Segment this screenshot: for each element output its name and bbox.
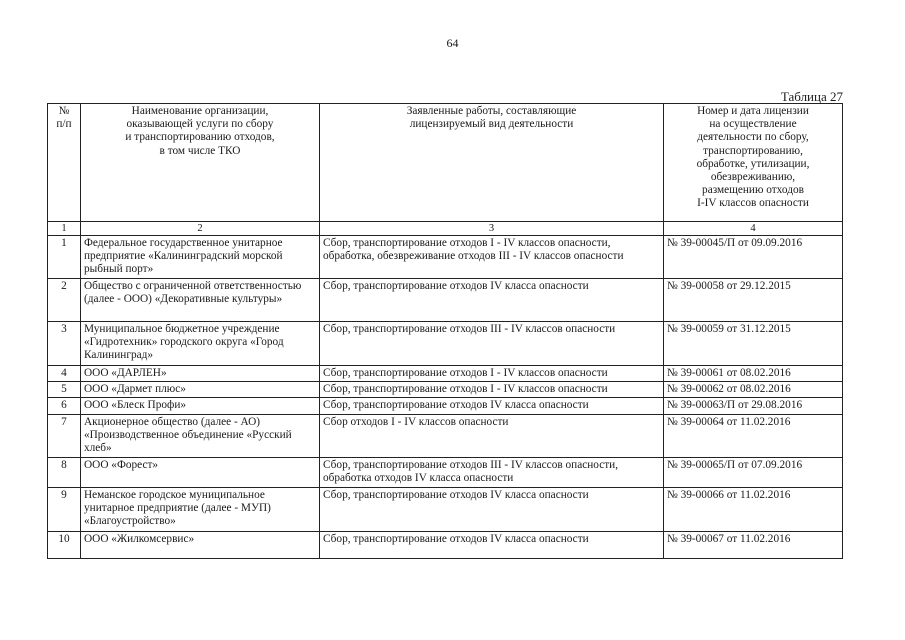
works-cell: Сбор, транспортирование отходов I - IV классов опасности: [320, 366, 664, 382]
table-row: [48, 457, 843, 487]
column-number-row: [48, 222, 843, 236]
works-cell: Сбор, транспортирование отходов IV класса опасности: [320, 487, 664, 531]
row-number: 8: [48, 457, 81, 487]
license-cell: № 39-00067 от 11.02.2016: [664, 531, 843, 558]
organization-cell: ООО «Дармет плюс»: [81, 382, 320, 398]
organization-cell: Федеральное государственное унитарное предприятие «Калининградский морской рыбный порт»: [81, 236, 320, 279]
table-row: [48, 366, 843, 382]
row-number: 4: [48, 366, 81, 382]
license-cell: № 39-00066 от 11.02.2016: [664, 487, 843, 531]
header-organization: Наименование организации, оказывающей услуги по сбору и транспортированию отходов, в том числе ТКО: [81, 104, 320, 222]
works-cell: Сбор отходов I - IV классов опасности: [320, 414, 664, 457]
works-cell: Сбор, транспортирование отходов IV класса опасности: [320, 531, 664, 558]
table-row: [48, 322, 843, 366]
header-number: № п/п: [48, 104, 81, 222]
organization-cell: Акционерное общество (далее - АО) «Производственное объединение «Русский хлеб»: [81, 414, 320, 457]
license-cell: № 39-00064 от 11.02.2016: [664, 414, 843, 457]
table-caption: Таблица 27: [780, 89, 843, 104]
table-row: [48, 398, 843, 414]
table-row: [48, 279, 843, 322]
license-cell: № 39-00061 от 08.02.2016: [664, 366, 843, 382]
row-number: 5: [48, 382, 81, 398]
organization-cell: ООО «Жилкомсервис»: [81, 531, 320, 558]
license-cell: № 39-00065/П от 07.09.2016: [664, 457, 843, 487]
organization-cell: ООО «ДАРЛЕН»: [81, 366, 320, 382]
licenses-table: [47, 103, 843, 559]
license-cell: № 39-00058 от 29.12.2015: [664, 279, 843, 322]
table-row: [48, 414, 843, 457]
table-row: [48, 236, 843, 279]
license-cell: № 39-00045/П от 09.09.2016: [664, 236, 843, 279]
works-cell: Сбор, транспортирование отходов I - IV классов опасности, обработка, обезвреживание отходов III - IV классов опасности: [320, 236, 664, 279]
table-row: [48, 382, 843, 398]
organization-cell: ООО «Форест»: [81, 457, 320, 487]
organization-cell: Муниципальное бюджетное учреждение «Гидротехник» городского округа «Город Калининград»: [81, 322, 320, 366]
row-number: 6: [48, 398, 81, 414]
works-cell: Сбор, транспортирование отходов III - IV классов опасности, обработка отходов IV класса опасности: [320, 457, 664, 487]
license-cell: № 39-00059 от 31.12.2015: [664, 322, 843, 366]
row-number: 2: [48, 279, 81, 322]
row-number: 3: [48, 322, 81, 366]
column-number: 1: [48, 222, 81, 236]
column-number: 2: [81, 222, 320, 236]
header-works: Заявленные работы, составляющие лицензируемый вид деятельности: [320, 104, 664, 222]
organization-cell: Неманское городское муниципальное унитарное предприятие (далее - МУП) «Благоустройство»: [81, 487, 320, 531]
works-cell: Сбор, транспортирование отходов I - IV классов опасности: [320, 382, 664, 398]
license-cell: № 39-00063/П от 29.08.2016: [664, 398, 843, 414]
row-number: 10: [48, 531, 81, 558]
table-row: [48, 487, 843, 531]
table-row: [48, 531, 843, 558]
header-row: [48, 104, 843, 222]
organization-cell: Общество с ограниченной ответственностью (далее - ООО) «Декоративные культуры»: [81, 279, 320, 322]
page-number: 64: [446, 36, 459, 50]
works-cell: Сбор, транспортирование отходов III - IV классов опасности: [320, 322, 664, 366]
row-number: 7: [48, 414, 81, 457]
column-number: 3: [320, 222, 664, 236]
works-cell: Сбор, транспортирование отходов IV класса опасности: [320, 398, 664, 414]
organization-cell: ООО «Блеск Профи»: [81, 398, 320, 414]
works-cell: Сбор, транспортирование отходов IV класса опасности: [320, 279, 664, 322]
row-number: 9: [48, 487, 81, 531]
header-license: Номер и дата лицензии на осуществление деятельности по сбору, транспортированию, обработке, утилизации, обезвреживанию, размещению отходов I-IV классов опасности: [664, 104, 843, 222]
column-number: 4: [664, 222, 843, 236]
row-number: 1: [48, 236, 81, 279]
license-cell: № 39-00062 от 08.02.2016: [664, 382, 843, 398]
